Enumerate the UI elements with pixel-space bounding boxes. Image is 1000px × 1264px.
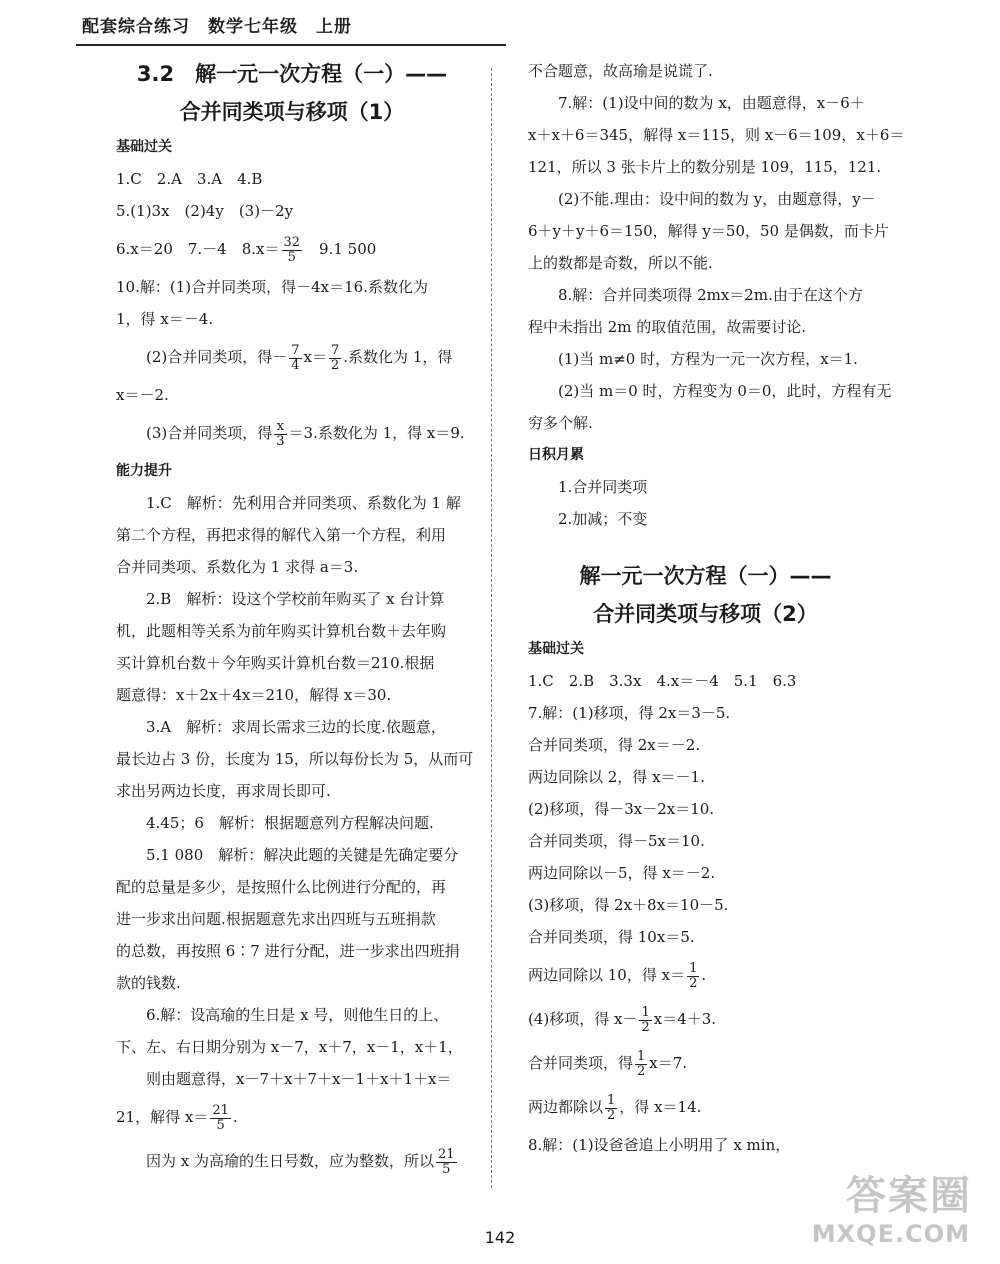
fraction: $\frac{7}{2}$ — [331, 342, 340, 373]
answer-line: 2.加减；不变 — [558, 510, 648, 528]
answer-line: 10.解：(1)合并同类项，得－4x＝16.系数化为 — [116, 278, 428, 296]
answer-line: 合并同类项，得 2x＝－2. — [528, 736, 701, 754]
answer-line: (3)合并同类项，得 $\frac{x}{3}$ ＝3.系数化为 1，得 x＝9. — [146, 418, 465, 449]
answer-line: 6.解：设高瑜的生日是 x 号，则他生日的上、 — [146, 1006, 449, 1024]
fraction: $\frac{21}{5}$ — [438, 1146, 455, 1177]
answer-line: 因为 x 为高瑜的生日号数，应为整数，所以 $\frac{21}{5}$ — [146, 1146, 455, 1177]
page-number: 142 — [484, 1228, 516, 1247]
answer-line: 6.x＝20 7.－4 8.x＝ $\frac{32}{5}$ 9.1 500 — [116, 234, 377, 265]
answer-line: 1.合并同类项 — [558, 478, 648, 496]
fraction: $\frac{x}{3}$ — [276, 418, 285, 449]
answer-line: (2)当 m＝0 时，方程变为 0＝0，此时，方程有无 — [558, 382, 892, 400]
fraction: $\frac{1}{2}$ — [689, 960, 698, 991]
answer-line: 21，解得 x＝ $\frac{21}{5}$ . — [116, 1102, 238, 1133]
fraction: $\frac{21}{5}$ — [212, 1102, 229, 1133]
answer-line: 两边同除以 2，得 x＝－1. — [528, 768, 705, 786]
answer-line: (2)不能.理由：设中间的数为 y，由题意得，y－ — [558, 190, 876, 208]
answer-line: 进一步求出问题.根据题意先求出四班与五班捐款 — [116, 910, 436, 928]
answer-line: (3)移项，得 2x＋8x＝10－5. — [528, 896, 729, 914]
answer-line: 题意得：x＋2x＋4x＝210，解得 x＝30. — [116, 686, 392, 704]
answer-line: 1，得 x＝－4. — [116, 310, 214, 328]
right-column — [528, 55, 905, 1161]
fraction: $\frac{32}{5}$ — [283, 234, 301, 265]
answer-line: 穷多个解. — [528, 414, 593, 432]
watermark-text: 答案圈 — [846, 1173, 972, 1219]
answer-line: 3.A 解析：求周长需求三边的长度.依题意， — [146, 718, 446, 736]
answer-line: x＝－2. — [116, 386, 169, 404]
answer-line: 6＋y＋y＋6＝150，解得 y＝50，50 是偶数，而卡片 — [528, 222, 889, 240]
answer-line: 1.C 2.A 3.A 4.B — [116, 170, 263, 188]
answer-line: 5.(1)3x (2)4y (3)－2y — [116, 202, 294, 220]
column-divider — [491, 68, 492, 1188]
answer-line: 款的钱数. — [116, 974, 181, 992]
answer-line: 7.解：(1)移项，得 2x＝3－5. — [528, 704, 731, 722]
spacer — [528, 535, 883, 557]
answer-line: 最长边占 3 份，长度为 15，所以每份长为 5，从而可 — [116, 750, 474, 768]
fraction: $\frac{1}{2}$ — [637, 1048, 646, 1079]
answer-line: 7.解：(1)设中间的数为 x，由题意得，x－6＋ — [558, 94, 865, 112]
answer-line: 1.C 解析：先利用合并同类项、系数化为 1 解 — [146, 494, 461, 512]
answer-line: 两边都除以 $\frac{1}{2}$ ，得 x＝14. — [528, 1092, 702, 1123]
answer-line: 1.C 2.B 3.3x 4.x＝－4 5.1 6.3 — [528, 672, 797, 690]
answer-line: (2)合并同类项，得－ $\frac{7}{4}$ x＝ $\frac{7}{2}$ .系数化为 1，得 — [146, 342, 453, 373]
fraction: $\frac{7}{4}$ — [291, 342, 300, 373]
subsection-heading-basic: 基础过关 — [116, 139, 172, 155]
answer-line: 的总数，再按照 6∶7 进行分配，进一步求出四班捐 — [116, 942, 460, 960]
answer-line: 机，此题相等关系为前年购买计算机台数＋去年购 — [116, 622, 447, 640]
subsection-heading-basic: 基础过关 — [528, 641, 584, 657]
answer-line: (2)移项，得－3x－2x＝10. — [528, 800, 715, 818]
answer-line: 求出另两边长度，再求周长即可. — [116, 782, 331, 800]
answer-line: 4.45；6 解析：根据题意列方程解决问题. — [146, 814, 434, 832]
answer-line: 买计算机台数＋今年购买计算机台数＝210.根据 — [116, 654, 435, 672]
answer-line: 下、左、右日期分别为 x－7，x＋7，x－1，x＋1， — [116, 1038, 463, 1056]
answer-line: x＋x＋6＝345，解得 x＝115，则 x－6＝109，x＋6＝ — [528, 126, 905, 144]
answer-line: 第二个方程，再把求得的解代入第一个方程，利用 — [116, 526, 447, 544]
page-header: 配套综合练习 数学七年级 上册 — [82, 17, 352, 37]
answer-line: 2.B 解析：设这个学校前年购买了 x 台计算 — [146, 590, 445, 608]
section-title-line2: 合并同类项与移项（1） — [179, 100, 405, 124]
answer-line: 5.1 080 解析：解决此题的关键是先确定要分 — [146, 846, 459, 864]
watermark-logo — [798, 1160, 988, 1250]
answer-line: 上的数都是奇数，所以不能. — [528, 254, 713, 272]
watermark-url: MXQE.COM — [811, 1220, 970, 1248]
answer-line: (4)移项，得 x－ $\frac{1}{2}$ x＝4＋3. — [528, 1004, 717, 1035]
fraction: $\frac{1}{2}$ — [607, 1092, 616, 1123]
section-title-line1: 3.2 解一元一次方程（一）—— — [136, 62, 448, 86]
header-rule — [76, 44, 506, 46]
answer-line: 合并同类项，得－5x＝10. — [528, 832, 705, 850]
section-title-line1: 解一元一次方程（一）—— — [579, 564, 832, 588]
answer-line: 两边同除以－5，得 x＝－2. — [528, 864, 716, 882]
answer-line: 合并同类项、系数化为 1 求得 a＝3. — [116, 558, 359, 576]
section-title-line2: 合并同类项与移项（2） — [593, 602, 818, 626]
answer-line: 121，所以 3 张卡片上的数分别是 109，115，121. — [528, 158, 882, 176]
answer-line: 两边同除以 10，得 x＝ $\frac{1}{2}$ . — [528, 960, 707, 991]
answer-line: (1)当 m≠0 时，方程为一元一次方程，x＝1. — [558, 350, 858, 368]
left-column — [116, 55, 474, 1183]
answer-line: 不合题意，故高瑜是说谎了. — [528, 62, 713, 80]
answer-line: 程中未指出 2m 的取值范围，故需要讨论. — [528, 318, 807, 336]
answer-line: 合并同类项，得 10x＝5. — [528, 928, 695, 946]
answer-line: 8.解：(1)设爸爸追上小明用了 x min， — [528, 1136, 791, 1154]
answer-line: 合并同类项，得 $\frac{1}{2}$ x＝7. — [528, 1048, 688, 1079]
subsection-heading-advanced: 能力提升 — [116, 463, 172, 479]
fraction: $\frac{1}{2}$ — [641, 1004, 650, 1035]
subsection-heading-accumulate: 日积月累 — [528, 447, 584, 463]
answer-line: 8.解：合并同类项得 2mx＝2m.由于在这个方 — [558, 286, 863, 304]
answer-line: 配的总量是多少，是按照什么比例进行分配的，再 — [116, 878, 447, 896]
answer-line: 则由题意得，x－7＋x＋7＋x－1＋x＋1＋x＝ — [146, 1070, 452, 1088]
